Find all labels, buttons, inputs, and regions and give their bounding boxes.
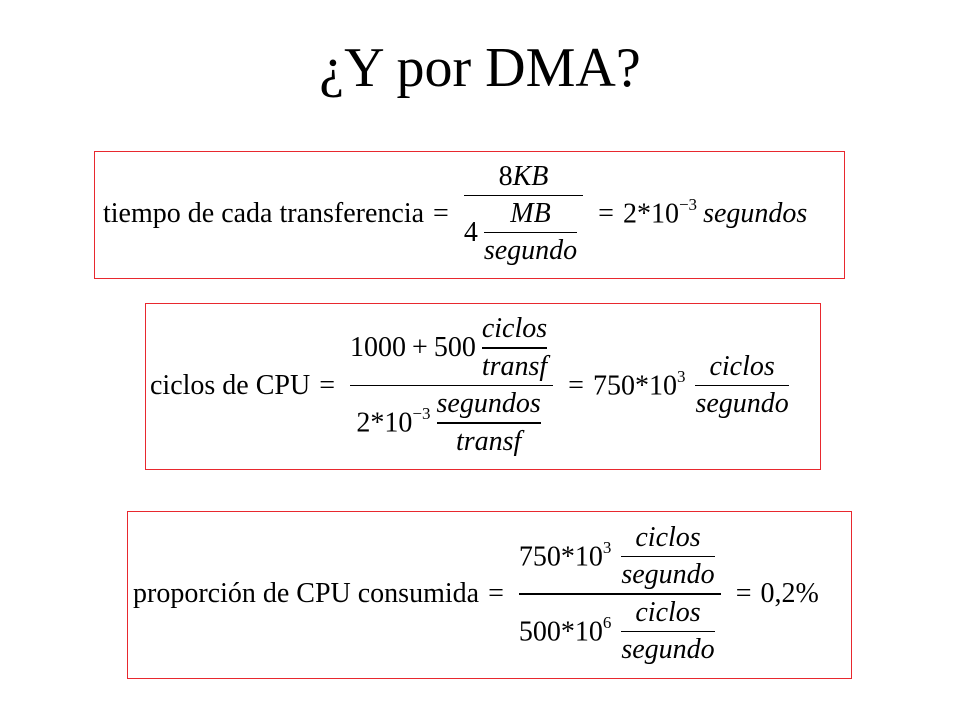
- equation-cpu-proportion: [133, 516, 819, 672]
- main-fraction: [464, 161, 583, 268]
- unit-fraction-bar: [437, 422, 541, 423]
- result-value: [623, 197, 697, 230]
- unit-denominator: transf: [455, 425, 522, 457]
- slide-title: ¿Y por DMA?: [319, 37, 641, 99]
- lhs-label: tiempo de cada transferencia: [103, 198, 425, 229]
- denominator-exponent: −3: [412, 404, 431, 424]
- unit-denominator: segundo: [695, 388, 789, 420]
- denominator-coefficient: [518, 612, 612, 648]
- denominator-coefficient: [356, 406, 430, 439]
- equals-sign: =: [433, 198, 449, 229]
- equals-sign: =: [598, 198, 614, 229]
- equals-sign: =: [735, 578, 752, 609]
- fraction-bar: [350, 385, 553, 386]
- equation-cpu-cycles: [150, 308, 795, 463]
- result-coefficient: 2*10: [622, 198, 679, 230]
- unit-numerator: MB: [510, 198, 551, 229]
- numerator-exponent: 3: [602, 537, 612, 557]
- result-value: [592, 366, 686, 402]
- unit-fraction-bar: [484, 232, 577, 233]
- numerator-term-a: 1000: [350, 332, 407, 364]
- denominator-exponent: 6: [602, 612, 612, 632]
- result-exponent: 3: [676, 366, 686, 386]
- unit-denominator: segundo: [621, 559, 715, 591]
- unit-denominator: segundo: [621, 634, 715, 666]
- numerator-unit-fraction: [621, 522, 714, 591]
- equation-transfer-time: [103, 156, 807, 272]
- unit-numerator: segundos: [436, 388, 541, 420]
- main-fraction: [519, 522, 721, 666]
- unit-denominator: transf: [481, 350, 548, 382]
- unit-fraction-bar: [621, 631, 714, 632]
- fraction-numerator: [519, 522, 721, 591]
- denominator-coefficient: 4: [463, 216, 478, 248]
- denominator-base: 2*10: [356, 407, 413, 439]
- result-value: 0,2%: [760, 578, 819, 609]
- denominator-unit-fraction: [484, 198, 577, 267]
- fraction-numerator: [499, 161, 549, 193]
- fraction-bar: [464, 195, 583, 196]
- denominator-base: 500*10: [518, 616, 603, 648]
- numerator-value: 8: [498, 160, 513, 192]
- fraction-denominator: [356, 388, 546, 457]
- numerator-term-b: 500: [433, 332, 476, 364]
- main-fraction: [350, 313, 553, 457]
- numerator-base: 750*10: [518, 541, 603, 573]
- fraction-denominator: [464, 198, 583, 267]
- equals-sign: =: [319, 369, 336, 401]
- equals-sign: =: [488, 578, 504, 609]
- numerator-unit: KB: [512, 160, 549, 192]
- result-unit-fraction: [695, 351, 788, 420]
- unit-denominator: segundo: [483, 235, 578, 267]
- result-exponent: −3: [678, 195, 698, 215]
- numerator-coefficient: [518, 537, 612, 573]
- fraction-numerator: [350, 313, 553, 382]
- equals-sign: =: [568, 369, 584, 401]
- fraction-bar: [519, 593, 721, 594]
- unit-fraction-bar: [621, 556, 714, 557]
- unit-fraction-bar: [482, 347, 547, 348]
- unit-numerator: ciclos: [709, 350, 775, 382]
- denominator-unit-fraction: [621, 597, 714, 666]
- unit-numerator: ciclos: [481, 313, 548, 345]
- unit-fraction-bar: [695, 385, 788, 386]
- plus-sign: +: [412, 332, 428, 364]
- numerator-unit-fraction: [482, 313, 547, 382]
- fraction-denominator: [519, 597, 721, 666]
- lhs-label: proporción de CPU consumida: [133, 578, 480, 609]
- unit-numerator: ciclos: [635, 596, 701, 628]
- result-unit: segundos: [703, 198, 808, 229]
- unit-numerator: ciclos: [635, 521, 701, 553]
- lhs-label: ciclos de CPU: [150, 369, 311, 401]
- result-coefficient: 750*10: [592, 370, 677, 402]
- denominator-unit-fraction: [437, 388, 541, 457]
